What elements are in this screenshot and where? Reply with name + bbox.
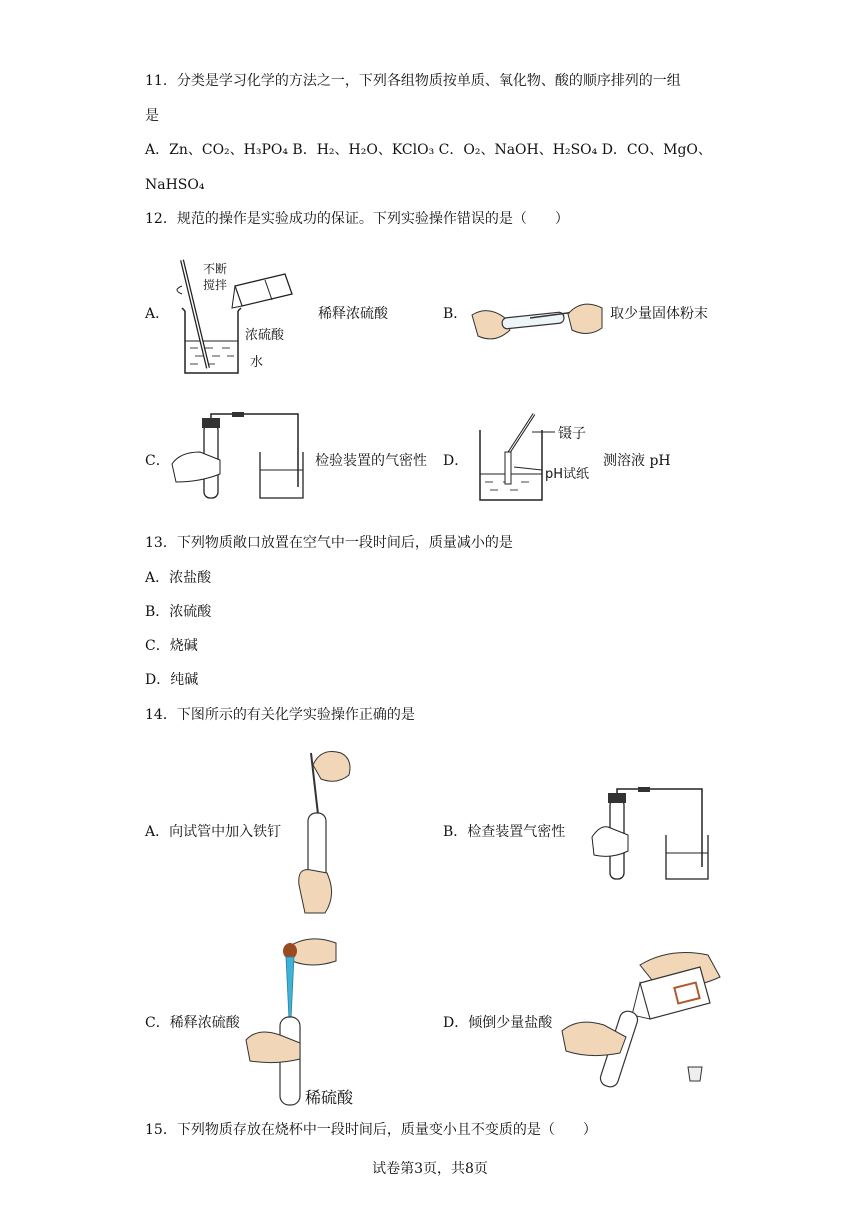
q12-option-d-caption: 测溶液 pH — [603, 453, 671, 469]
q12-option-c-caption: 检验装置的气密性 — [315, 453, 427, 469]
q13-option-c: C．烧碱 — [145, 638, 198, 654]
page-footer: 试卷第3页，共8页 — [372, 1161, 488, 1177]
q12-option-b-letter: B． — [443, 306, 468, 322]
label-dilute-sulfuric-acid: 稀硫酸 — [305, 1088, 354, 1107]
ph-test-diagram — [470, 412, 610, 507]
q12-option-a-caption: 稀释浓硫酸 — [318, 306, 388, 322]
airtightness-check-diagram-2 — [590, 785, 720, 885]
airtightness-check-diagram — [170, 412, 315, 502]
q13-stem: 13．下列物质敞口放置在空气中一段时间后，质量减小的是 — [145, 535, 513, 551]
pour-hydrochloric-acid-diagram — [560, 945, 725, 1090]
q11-options: A．Zn、CO₂、H₃PO₄ B．H₂、H₂O、KClO₃ C．O₂、NaOH、H₂SO₄ D．CO、MgO、 — [145, 142, 712, 158]
q13-option-a: A．浓盐酸 — [145, 570, 212, 586]
q11-stem-line2: 是 — [145, 108, 159, 124]
q13-option-d: D．纯碱 — [145, 672, 199, 688]
q11-stem-line1: 11．分类是学习化学的方法之一，下列各组物质按单质、氧化物、酸的顺序排列的一组 — [145, 73, 681, 89]
q14-option-b: B．检查装置气密性 — [443, 824, 566, 840]
q14-stem: 14．下图所示的有关化学实验操作正确的是 — [145, 707, 415, 723]
label-stir-1: 不断 — [203, 262, 228, 276]
q12-stem: 12．规范的操作是实验成功的保证。下列实验操作错误的是（ ） — [145, 211, 569, 227]
q14-option-c: C．稀释浓硫酸 — [145, 1015, 240, 1031]
label-tweezers: 镊子 — [558, 426, 586, 442]
q12-option-b-caption: 取少量固体粉末 — [610, 306, 708, 322]
q11-options-line2: NaHSO₄ — [145, 177, 205, 193]
label-stir-2: 搅拌 — [203, 278, 228, 292]
q15-stem: 15．下列物质存放在烧杯中一段时间后，质量变小且不变质的是（ ） — [145, 1122, 597, 1138]
label-ph-paper: pH试纸 — [545, 467, 590, 482]
q14-option-a: A．向试管中加入铁钉 — [145, 824, 282, 840]
q14-option-d: D．倾倒少量盐酸 — [443, 1015, 553, 1031]
q13-option-b: B．浓硫酸 — [145, 604, 212, 620]
q12-option-d-letter: D． — [443, 453, 469, 469]
label-conc-acid: 浓硫酸 — [245, 328, 285, 343]
take-powder-diagram — [470, 300, 605, 350]
add-iron-nail-diagram — [293, 745, 358, 917]
label-water: 水 — [250, 355, 264, 370]
q12-option-c-letter: C． — [145, 453, 170, 469]
q12-option-a-letter: A． — [145, 306, 170, 322]
